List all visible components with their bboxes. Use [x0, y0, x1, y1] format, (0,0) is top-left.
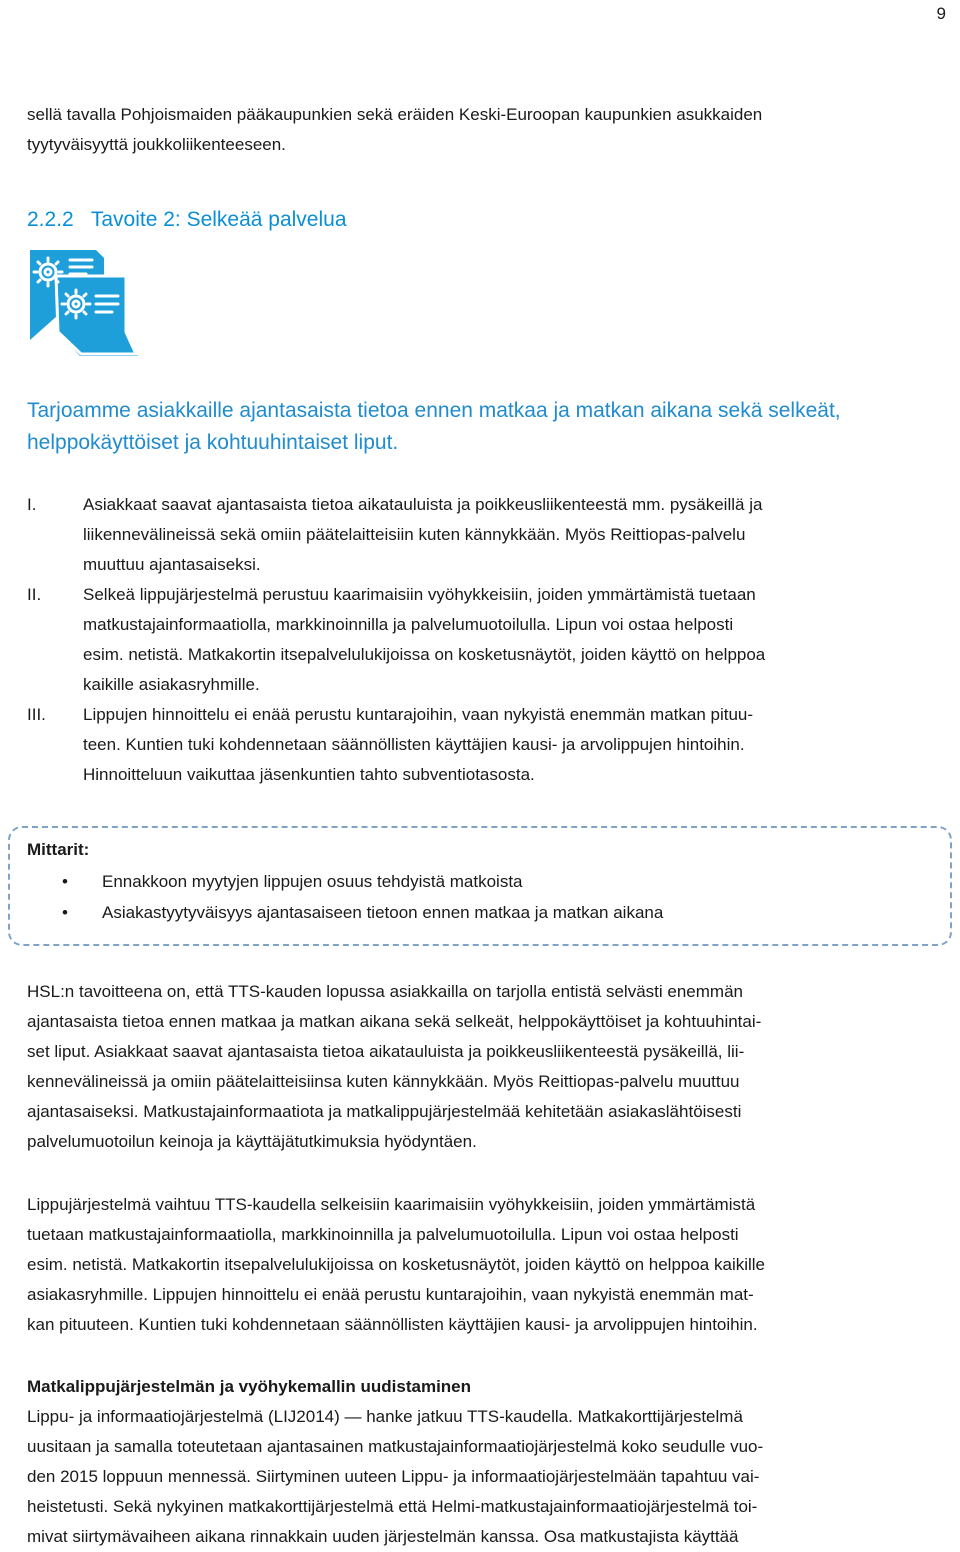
list-item-line: Asiakkaat saavat ajantasaista tietoa aikatauluista ja poikkeusliikenteestä mm. pysäkeillä ja [83, 495, 763, 514]
metrics-list [62, 866, 663, 928]
subsection-paragraph [27, 1372, 939, 1552]
body-paragraph-2 [27, 1190, 939, 1340]
paragraph-line: kan pituuteen. Kuntien tuki kohdennetaan säännöllisten käyttäjien kausi- ja arvolippujen hintoihin. [27, 1315, 758, 1334]
paragraph-line: tuetaan matkustajainformaatiolla, markkinoinnilla ja palvelumuotoilulla. Lipun voi ostaa helposti [27, 1225, 739, 1244]
paragraph-line: heistetusti. Sekä nykyinen matkakorttijärjestelmä että Helmi-matkustajainformaatiojärjestelmä toi- [27, 1497, 758, 1516]
metric-text: Asiakastyytyväisyys ajantasaiseen tietoon ennen matkaa ja matkan aikana [102, 903, 664, 922]
list-item-line: liikennevälineissä sekä omiin päätelaitteisiin kuten kännykkään. Myös Reittiopas-palvelu [83, 525, 746, 544]
section-title: Tavoite 2: Selkeää palvelua [90, 208, 347, 231]
metrics-title: Mittarit: [27, 840, 90, 859]
list-item-number: III. [27, 705, 46, 724]
section-heading [27, 208, 347, 232]
metric-text: Ennakkoon myytyjen lippujen osuus tehdyistä matkoista [102, 872, 523, 891]
paragraph-line: Lippu- ja informaatiojärjestelmä (LIJ2014) — hanke jatkuu TTS-kaudella. Matkakorttijärjestelmä [27, 1407, 743, 1426]
page-number: 9 [936, 4, 946, 23]
paragraph-line: ajantasaiseksi. Matkustajainformaatiota ja matkalippujärjestelmää kehitetään asiakaslähtöisesti [27, 1102, 742, 1121]
goals-list [27, 490, 939, 790]
paragraph-line: asiakasryhmille. Lippujen hinnoittelu ei enää perustu kuntarajoihin, vaan nykyistä enemmän mat- [27, 1285, 754, 1304]
intro-line: sellä tavalla Pohjoismaiden pääkaupunkien sekä eräiden Keski-Euroopan kaupunkien asukkaiden [27, 105, 763, 124]
section-number: 2.2.2 [27, 208, 74, 231]
intro-line: tyytyväisyyttä joukkoliikenteeseen. [27, 135, 286, 154]
paragraph-line: kennevälineissä ja omiin päätelaitteisiinsa kuten kännykkään. Myös Reittiopas-palvelu muuttuu [27, 1072, 740, 1091]
paragraph-line: uusitaan ja samalla toteutetaan ajantasainen matkustajainformaatiojärjestelmä koko seudulle vuo- [27, 1437, 764, 1456]
list-item [27, 580, 939, 700]
goal-statement [27, 395, 957, 459]
goal-statement-line: helppokäyttöiset ja kohtuuhintaiset liput. [27, 431, 399, 454]
list-item [62, 866, 663, 897]
bullet-icon: • [62, 872, 68, 891]
list-item-line: muuttuu ajantasaiseksi. [83, 555, 261, 574]
list-item-line: Lippujen hinnoittelu ei enää perustu kuntarajoihin, vaan nykyistä enemmän matkan pituu- [83, 705, 754, 724]
paragraph-line: palvelumuotoilun keinoja ja käyttäjätutkimuksia hyödyntäen. [27, 1132, 477, 1151]
list-item-line: kaikille asiakasryhmille. [83, 675, 260, 694]
paragraph-line: den 2015 loppuun mennessä. Siirtyminen uuteen Lippu- ja informaatiojärjestelmään tapahtuu vai- [27, 1467, 760, 1486]
intro-paragraph [27, 100, 939, 160]
paragraph-line: esim. netistä. Matkakortin itsepalvelulukijoissa on kosketusnäytöt, joiden käyttö on helppoa kaikille [27, 1255, 766, 1274]
paragraph-line: ajantasaista tietoa ennen matkaa ja matkan aikana sekä selkeät, helppokäyttöiset ja kohtuuhintai- [27, 1012, 762, 1031]
list-item [62, 897, 663, 928]
list-item-line: Selkeä lippujärjestelmä perustuu kaarimaisiin vyöhykkeisiin, joiden ymmärtämistä tuetaan [83, 585, 756, 604]
paragraph-line: HSL:n tavoitteena on, että TTS-kauden lopussa asiakkailla on tarjolla entistä selvästi enemmän [27, 982, 743, 1001]
goal-statement-line: Tarjoamme asiakkaille ajantasaista tietoa ennen matkaa ja matkan aikana sekä selkeät, [27, 399, 841, 422]
paragraph-line: mivat siirtymävaiheen aikana rinnakkain uuden järjestelmän kanssa. Osa matkustajista käyttää [27, 1527, 739, 1546]
list-item [27, 700, 939, 790]
service-documents-gear-icon [26, 248, 138, 356]
list-item-line: Hinnoitteluun vaikuttaa jäsenkuntien tahto subventiotasosta. [83, 765, 535, 784]
body-paragraph-1 [27, 977, 939, 1157]
list-item-line: teen. Kuntien tuki kohdennetaan säännöllisten käyttäjien kausi- ja arvolippujen hintoihin. [83, 735, 745, 754]
paragraph-line: set liput. Asiakkaat saavat ajantasaista tietoa aikatauluista ja poikkeusliikenteestä pysäkeillä, lii- [27, 1042, 745, 1061]
list-item-line: esim. netistä. Matkakortin itsepalvelulukijoissa on kosketusnäytöt, joiden käyttö on helppoa [83, 645, 766, 664]
list-item-line: matkustajainformaatiolla, markkinoinnilla ja palvelumuotoilulla. Lipun voi ostaa helposti [83, 615, 734, 634]
list-item [27, 490, 939, 580]
bullet-icon: • [62, 903, 68, 922]
list-item-number: I. [27, 495, 37, 514]
paragraph-line: Lippujärjestelmä vaihtuu TTS-kaudella selkeisiin kaarimaisiin vyöhykkeisiin, joiden ymmärtämistä [27, 1195, 756, 1214]
list-item-number: II. [27, 585, 42, 604]
subsection-title: Matkalippujärjestelmän ja vyöhykemallin uudistaminen [27, 1377, 472, 1396]
